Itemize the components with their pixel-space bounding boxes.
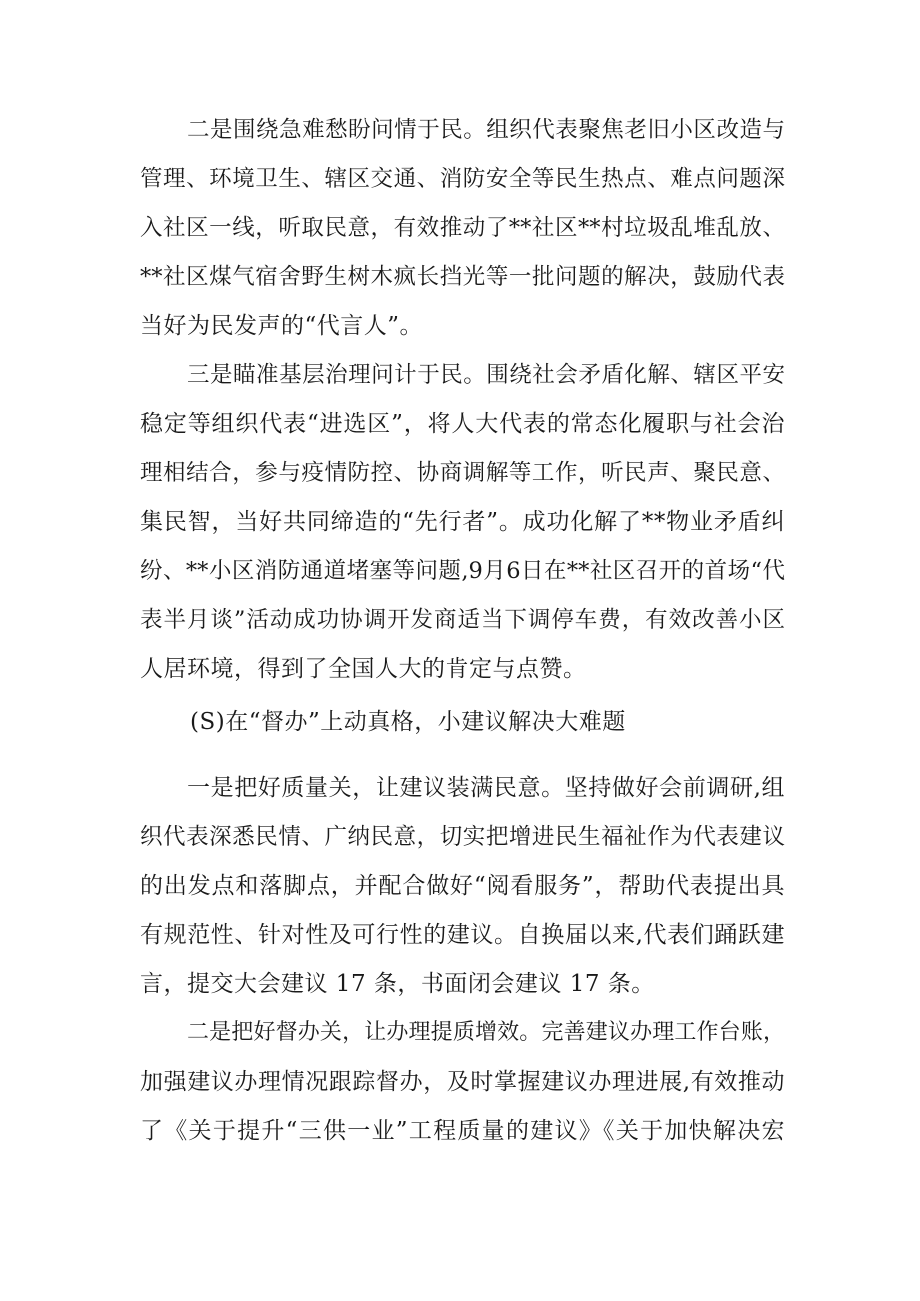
text-line: 表半月谈”活动成功协调开发商适当下调停车费，有效改善小区 xyxy=(140,607,785,633)
text-line: 三是瞄准基层治理问计于民。围绕社会矛盾化解、辖区平安 xyxy=(187,362,785,388)
text-line: 入社区一线，听取民意，有效推动了**社区**村垃圾乱堆乱放、 xyxy=(140,215,785,241)
text-line: 织代表深悉民情、广纳民意，切实把增进民生福祉作为代表建议 xyxy=(140,824,785,850)
text-line: 有规范性、针对性及可行性的建议。自换届以来,代表们踊跃建 xyxy=(140,922,785,948)
text-line: 的出发点和落脚点，并配合做好“阅看服务”，帮助代表提出具 xyxy=(140,873,785,899)
text-line: 二是把好督办关，让办理提质增效。完善建议办理工作台账， xyxy=(187,1020,785,1045)
text-line: 纷、**小区消防通道堵塞等问题,9月6日在**社区召开的首场“代 xyxy=(140,558,785,584)
text-line: 稳定等组织代表“进选区”，将人大代表的常态化履职与社会治 xyxy=(140,411,785,437)
text-line: 人居环境，得到了全国人大的肯定与点赞。 xyxy=(140,656,587,682)
text-line: 集民智，当好共同缔造的“先行者”。成功化解了**物业矛盾纠 xyxy=(140,509,785,535)
text-line: 言，提交大会建议 17 条，书面闭会建议 17 条。 xyxy=(140,971,655,997)
text-line: 加强建议办理情况跟踪督办，及时掌握建议办理进展,有效推动 xyxy=(140,1069,785,1095)
text-line: 理相结合，参与疫情防控、协商调解等工作，听民声、聚民意、 xyxy=(140,460,785,486)
text-line: 了《关于提升“三供一业”工程质量的建议》《关于加快解决宏 xyxy=(140,1118,785,1144)
text-line: 一是把好质量关，让建议装满民意。坚持做好会前调研,组 xyxy=(187,775,785,801)
text-line: 管理、环境卫生、辖区交通、消防安全等民生热点、难点问题深 xyxy=(140,166,785,192)
text-line: 二是围绕急难愁盼问情于民。组织代表聚焦老旧小区改造与 xyxy=(187,117,785,143)
text-line: **社区煤气宿舍野生树木疯长挡光等一批问题的解决，鼓励代表 xyxy=(140,264,785,290)
section-heading: (S)在“督办”上动真格，小建议解决大难题 xyxy=(190,709,626,735)
text-line: 当好为民发声的“代言人”。 xyxy=(140,313,424,339)
